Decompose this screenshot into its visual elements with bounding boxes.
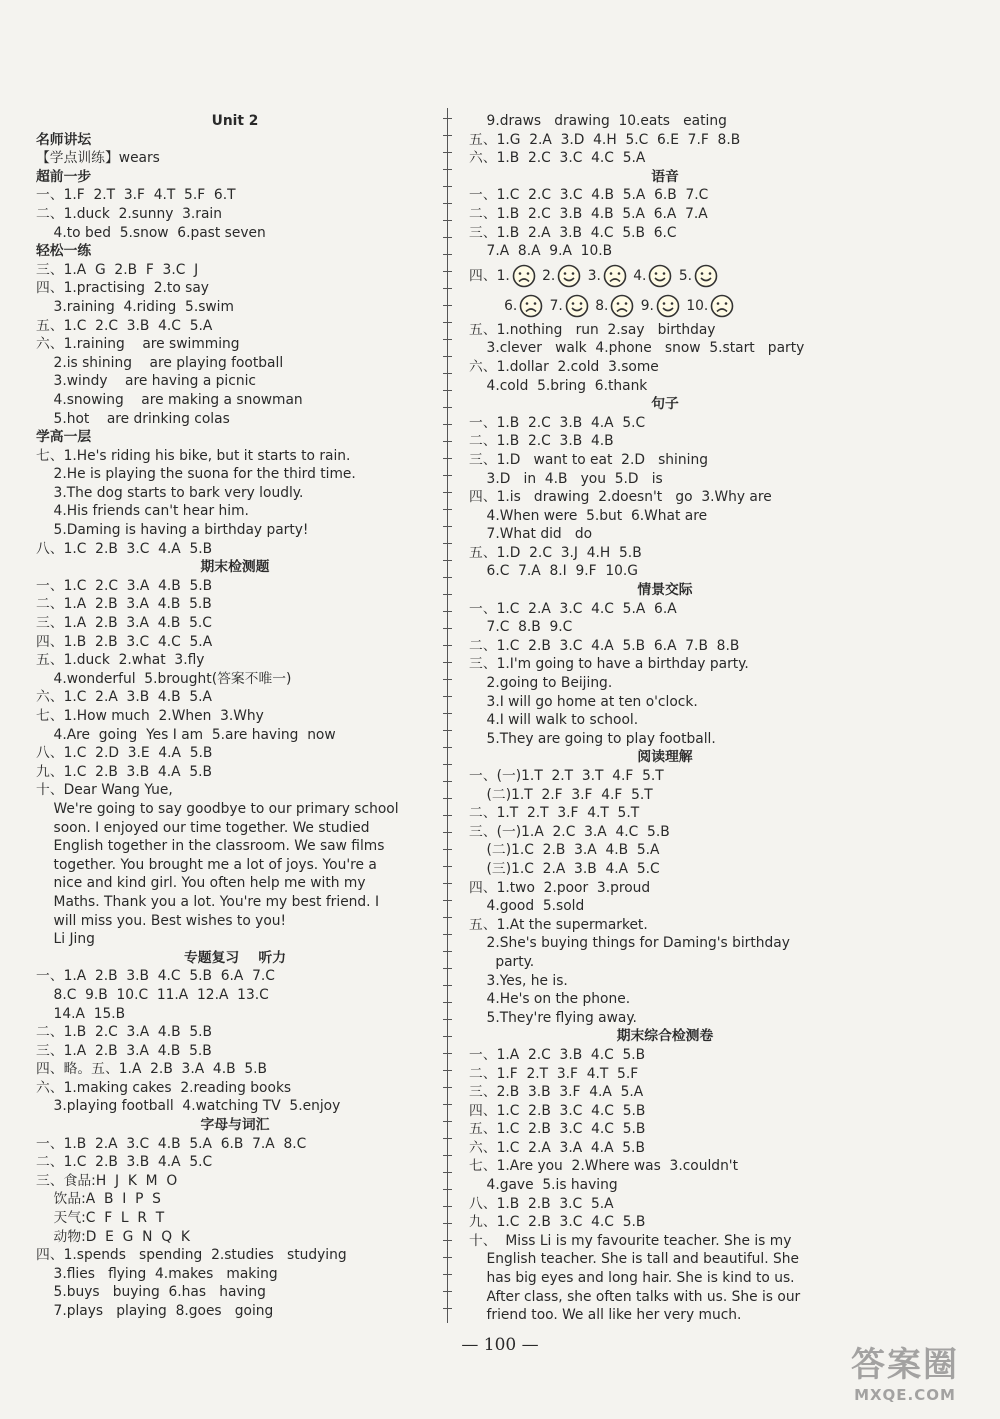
answer-line: 2.is shining are playing football — [36, 354, 284, 371]
divider-tick — [443, 458, 452, 459]
answer-line: 十、Dear Wang Yue, — [36, 782, 173, 799]
divider-tick — [443, 849, 452, 850]
answer-line: 九、1.C 2.B 3.C 4.C 5.B — [469, 1214, 646, 1231]
answer-line: 4.cold 5.bring 6.thank — [469, 377, 648, 394]
happy-face-icon — [694, 264, 718, 288]
answer-line: 3.D in 4.B you 5.D is — [469, 470, 663, 487]
face-item-number: 8. — [590, 297, 609, 314]
answer-line: 9.draws drawing 10.eats eating — [469, 113, 727, 129]
divider-tick — [443, 900, 452, 901]
answer-line: 一、1.A 2.C 3.B 4.C 5.B — [469, 1046, 646, 1063]
section-heading: 字母与词汇 — [200, 1117, 270, 1134]
divider-tick — [443, 1019, 452, 1020]
answer-line: 4.wonderful 5.brought(答案不唯一) — [36, 670, 292, 687]
answer-line: 六、1.C 2.A 3.A 4.A 5.B — [469, 1139, 645, 1156]
answer-line: 二、1.F 2.T 3.F 4.T 5.F — [469, 1065, 639, 1082]
face-item-number: 5. — [674, 267, 693, 284]
answer-line: 一、1.B 2.C 3.B 4.A 5.C — [469, 414, 646, 431]
happy-face-icon — [656, 294, 680, 318]
answer-line: 饮品:A B I P S — [36, 1191, 161, 1208]
answer-line: 4.When were 5.but 6.What are — [469, 507, 708, 524]
divider-tick — [443, 203, 452, 204]
answer-line: 5.hot are drinking colas — [36, 410, 230, 427]
answer-line: 5.Daming is having a birthday party! — [36, 522, 309, 539]
divider-tick — [443, 696, 452, 697]
divider-tick — [443, 322, 452, 323]
right-bottom-block — [469, 321, 861, 1325]
divider-tick — [443, 747, 452, 748]
section-heading: 情景交际 — [637, 582, 693, 599]
faces-row-2 — [469, 291, 861, 321]
answer-line: 七、1.How much 2.When 3.Why — [36, 708, 264, 724]
divider-tick — [443, 288, 452, 289]
answer-line: 五、1.At the supermarket. — [469, 916, 648, 933]
answer-line: 3.The dog starts to bark very loudly. — [36, 484, 304, 501]
answer-line: 五、1.duck 2.what 3.fly — [36, 652, 205, 669]
divider-tick — [443, 373, 452, 374]
answer-line: (二)1.C 2.B 3.A 4.B 5.A — [469, 842, 660, 859]
sad-face-icon — [710, 294, 734, 318]
divider-tick — [443, 1172, 452, 1173]
sad-face-icon — [512, 264, 536, 288]
answer-line: 4.He's on the phone. — [469, 991, 631, 1008]
section-heading: 专题复习 听力 — [184, 949, 286, 966]
divider-tick — [443, 509, 452, 510]
watermark-title: 答案圈 — [851, 1345, 959, 1385]
answer-line: 8.C 9.B 10.C 11.A 12.A 13.C — [36, 986, 269, 1003]
answer-line: 7.plays playing 8.goes going — [36, 1303, 274, 1319]
divider-tick — [443, 118, 452, 119]
answer-line: 五、1.D 2.C 3.J 4.H 5.B — [469, 544, 642, 561]
answer-line: 4.Are going Yes I am 5.are having now — [36, 726, 336, 743]
answer-line: 3.playing football 4.watching TV 5.enjoy — [36, 1098, 341, 1115]
answer-line: 一、1.C 2.A 3.C 4.C 5.A 6.A — [469, 600, 677, 617]
divider-tick — [443, 305, 452, 306]
answer-line: 三、食品:H J K M O — [36, 1172, 178, 1189]
answer-line: 六、1.B 2.C 3.C 4.C 5.A — [469, 150, 646, 167]
divider-tick — [443, 271, 452, 272]
answer-line: 2.going to Beijing. — [469, 675, 613, 692]
answer-line: 四、1.two 2.poor 3.proud — [469, 879, 651, 896]
answer-line: 一、1.C 2.C 3.C 4.B 5.A 6.B 7.C — [469, 187, 709, 204]
divider-tick — [443, 1070, 452, 1071]
answer-line: 四、1.practising 2.to say — [36, 280, 209, 297]
divider-tick — [443, 1104, 452, 1105]
divider-tick — [443, 934, 452, 935]
answer-line: party. — [469, 953, 535, 970]
divider-tick — [443, 1155, 452, 1156]
answer-line: 2.She's buying things for Daming's birthday — [469, 935, 790, 952]
answer-line: 4.gave 5.is having — [469, 1177, 618, 1194]
answer-line: 四、略。五、1.A 2.B 3.A 4.B 5.B — [36, 1061, 267, 1078]
answer-line: English teacher. She is tall and beautiful. She — [469, 1251, 800, 1268]
divider-tick — [443, 645, 452, 646]
answer-line: 5.They are going to play football. — [469, 730, 716, 747]
answer-line: 4.snowing are making a snowman — [36, 391, 303, 408]
divider-tick — [443, 390, 452, 391]
face-item-number: 3. — [583, 267, 601, 284]
watermark-logo — [830, 1337, 980, 1404]
answer-line: (三)1.C 2.A 3.B 4.A 5.C — [469, 860, 660, 877]
faces-prefix — [469, 298, 504, 314]
answer-line: 十、 Miss Li is my favourite teacher. She is my — [469, 1232, 792, 1249]
face-item-number: 1. — [496, 267, 510, 284]
subsection-heading: 学高一层 — [36, 429, 92, 446]
answer-line: 动物:D E G N Q K — [36, 1228, 190, 1245]
divider-tick — [443, 577, 452, 578]
answer-line: 四、1.is drawing 2.doesn't go 3.Why are — [469, 489, 772, 506]
divider-tick — [443, 356, 452, 357]
divider-tick — [443, 985, 452, 986]
answer-line: 二、1.T 2.T 3.F 4.T 5.T — [469, 805, 640, 822]
answer-line: 3.Yes, he is. — [469, 972, 568, 989]
answer-line: 三、1.D want to eat 2.D shining — [469, 451, 708, 468]
divider-tick — [443, 560, 452, 561]
left-column — [36, 112, 434, 1321]
answer-line: 二、1.C 2.B 3.B 4.A 5.C — [36, 1154, 213, 1171]
answer-line: 六、1.C 2.A 3.B 4.B 5.A — [36, 689, 212, 706]
divider-tick — [443, 781, 452, 782]
divider-tick — [443, 832, 452, 833]
answer-line: 二、1.A 2.B 3.A 4.B 5.B — [36, 596, 212, 613]
divider-tick — [443, 1189, 452, 1190]
divider-tick — [443, 1223, 452, 1224]
answer-line: 九、1.C 2.B 3.B 4.A 5.B — [36, 763, 212, 780]
answer-line: 天气:C F L R T — [36, 1210, 165, 1227]
answer-line: 二、1.C 2.B 3.C 4.A 5.B 6.A 7.B 8.B — [469, 637, 740, 654]
divider-tick — [443, 662, 452, 663]
divider-tick — [443, 475, 452, 476]
answer-line: 七、1.Are you 2.Where was 3.couldn't — [469, 1158, 739, 1175]
answer-line: 七、1.He's riding his bike, but it starts to rain. — [36, 447, 351, 464]
answer-line: 一、1.B 2.A 3.C 4.B 5.A 6.B 7.A 8.C — [36, 1135, 307, 1152]
right-column — [469, 112, 861, 1325]
answer-line: friend too. We all like her very much. — [469, 1307, 742, 1324]
answer-line: 二、1.B 2.C 3.B 4.B 5.A 6.A 7.A — [469, 205, 708, 222]
answer-line: 3.windy are having a picnic — [36, 373, 256, 390]
answer-line: 八、1.B 2.B 3.C 5.A — [469, 1195, 614, 1212]
divider-tick — [443, 730, 452, 731]
answer-line: 五、1.C 2.B 3.C 4.C 5.B — [469, 1121, 646, 1138]
answer-line: 四、1.C 2.B 3.C 4.C 5.B — [469, 1102, 646, 1119]
happy-face-icon — [565, 294, 589, 318]
divider-tick — [443, 441, 452, 442]
divider-tick — [443, 169, 452, 170]
divider-tick — [443, 815, 452, 816]
divider-tick — [443, 1206, 452, 1207]
answer-line: soon. I enjoyed our time together. We studied — [36, 819, 370, 836]
answer-line: 3.raining 4.riding 5.swim — [36, 298, 234, 315]
face-item-number: 6. — [504, 297, 518, 314]
divider-tick — [443, 951, 452, 952]
divider-tick — [443, 220, 452, 221]
answer-line: 二、1.duck 2.sunny 3.rain — [36, 205, 222, 222]
answer-line: 14.A 15.B — [36, 1005, 126, 1022]
answer-line: together. You brought me a lot of joys. You're a — [36, 856, 377, 873]
answer-line: 六、1.dollar 2.cold 3.some — [469, 358, 659, 375]
answer-line: 六、1.raining are swimming — [36, 336, 240, 353]
answer-line: After class, she often talks with us. She is our — [469, 1288, 801, 1305]
subsection-heading: 超前一步 — [36, 168, 92, 185]
section-heading: 语音 — [651, 168, 679, 185]
page-number: — 100 — — [461, 1335, 539, 1355]
divider-tick — [443, 1002, 452, 1003]
divider-tick — [443, 543, 452, 544]
divider-tick — [443, 1257, 452, 1258]
answer-line: 一、1.C 2.C 3.A 4.B 5.B — [36, 577, 213, 594]
answer-line: 4.good 5.sold — [469, 898, 585, 915]
answer-line: has big eyes and long hair. She is kind to us. — [469, 1270, 795, 1287]
divider-tick — [443, 186, 452, 187]
face-item-number: 2. — [537, 267, 556, 284]
divider-tick — [443, 594, 452, 595]
answer-line: 一、1.A 2.B 3.B 4.C 5.B 6.A 7.C — [36, 968, 275, 985]
answer-line: Maths. Thank you a lot. You're my best friend. I — [36, 893, 380, 910]
sad-face-icon — [610, 294, 634, 318]
answer-line: 4.to bed 5.snow 6.past seven — [36, 224, 266, 241]
answer-line: 五、1.C 2.C 3.B 4.C 5.A — [36, 317, 213, 334]
divider-tick — [443, 407, 452, 408]
answer-line: 4.His friends can't hear him. — [36, 503, 249, 520]
column-divider — [447, 108, 448, 1323]
divider-tick — [443, 1240, 452, 1241]
answer-line: 2.He is playing the suona for the third time. — [36, 466, 356, 483]
answer-line: We're going to say goodbye to our primary school — [36, 800, 399, 817]
divider-tick — [443, 152, 452, 153]
sad-face-icon — [519, 294, 543, 318]
divider-tick — [443, 917, 452, 918]
divider-tick — [443, 713, 452, 714]
face-item-number: 7. — [545, 297, 563, 314]
answer-line: 三、1.I'm going to have a birthday party. — [469, 656, 749, 673]
right-top-block — [469, 112, 861, 261]
happy-face-icon — [648, 264, 672, 288]
answer-line: 7.What did do — [469, 526, 593, 543]
divider-tick — [443, 424, 452, 425]
section-heading: 期末检测题 — [200, 559, 270, 576]
answer-line: 三、(一)1.A 2.C 3.A 4.C 5.B — [469, 823, 670, 840]
faces-row-1 — [469, 261, 861, 291]
divider-tick — [443, 628, 452, 629]
divider-tick — [443, 679, 452, 680]
happy-face-icon — [557, 264, 581, 288]
divider-tick — [443, 1274, 452, 1275]
divider-tick — [443, 237, 452, 238]
answer-line: 三、1.A 2.B 3.A 4.B 5.C — [36, 615, 212, 632]
answer-line: 三、1.B 2.A 3.B 4.C 5.B 6.C — [469, 224, 677, 241]
answer-line: 一、1.F 2.T 3.F 4.T 5.F 6.T — [36, 187, 236, 204]
section-heading: 阅读理解 — [637, 749, 693, 766]
answer-line: 3.clever walk 4.phone snow 5.start party — [469, 340, 805, 357]
answer-line: Li Jing — [36, 931, 95, 948]
divider-tick — [443, 764, 452, 765]
answer-line: 二、1.B 2.C 3.B 4.B — [469, 433, 614, 450]
divider-tick — [443, 1053, 452, 1054]
answer-line: 【学点训练】wears — [36, 150, 160, 167]
face-item-number: 4. — [628, 267, 647, 284]
divider-tick — [443, 968, 452, 969]
answer-line: 7.C 8.B 9.C — [469, 619, 573, 636]
answer-line: 三、1.A G 2.B F 3.C J — [36, 261, 199, 278]
watermark-url: MXQE.COM — [854, 1386, 956, 1404]
divider-tick — [443, 866, 452, 867]
answer-line: nice and kind girl. You often help me with my — [36, 875, 366, 892]
divider-tick — [443, 526, 452, 527]
section-heading: Unit 2 — [211, 113, 259, 129]
answer-line: 7.A 8.A 9.A 10.B — [469, 243, 613, 260]
answer-line: 3.I will go home at ten o'clock. — [469, 693, 698, 710]
divider-tick — [443, 254, 452, 255]
divider-tick — [443, 339, 452, 340]
answer-line: 5.buys buying 6.has having — [36, 1284, 266, 1301]
divider-tick — [443, 611, 452, 612]
divider-tick — [443, 1036, 452, 1037]
answer-line: 五、1.nothing run 2.say birthday — [469, 321, 716, 338]
sad-face-icon — [603, 264, 627, 288]
answer-line: will miss you. Best wishes to you! — [36, 912, 287, 929]
answer-line: 4.I will walk to school. — [469, 712, 639, 729]
answer-line: English together in the classroom. We saw films — [36, 838, 385, 855]
answer-line: 六、1.making cakes 2.reading books — [36, 1079, 292, 1096]
section-heading: 期末综合检测卷 — [616, 1028, 714, 1045]
answer-line: 6.C 7.A 8.I 9.F 10.G — [469, 563, 638, 580]
divider-tick — [443, 798, 452, 799]
answer-line: 三、1.A 2.B 3.A 4.B 5.B — [36, 1042, 212, 1059]
divider-tick — [443, 1138, 452, 1139]
face-item-number: 10. — [681, 297, 709, 314]
face-item-number: 9. — [636, 297, 654, 314]
divider-tick — [443, 492, 452, 493]
divider-tick — [443, 1308, 452, 1309]
answer-line: 四、1.spends spending 2.studies studying — [36, 1247, 347, 1264]
answer-line: 3.flies flying 4.makes making — [36, 1265, 278, 1282]
divider-tick — [443, 1291, 452, 1292]
answer-line: 五、1.G 2.A 3.D 4.H 5.C 6.E 7.F 8.B — [469, 131, 741, 148]
divider-tick — [443, 135, 452, 136]
subsection-heading: 名师讲坛 — [36, 131, 92, 148]
answer-line: (二)1.T 2.F 3.F 4.F 5.T — [469, 786, 653, 803]
answer-line: 八、1.C 2.B 3.C 4.A 5.B — [36, 540, 213, 557]
answer-line: 5.They're flying away. — [469, 1009, 637, 1026]
faces-prefix: 四、 — [469, 267, 497, 284]
answer-line: 一、(一)1.T 2.T 3.T 4.F 5.T — [469, 768, 664, 784]
divider-tick — [443, 1087, 452, 1088]
answer-line: 八、1.C 2.D 3.E 4.A 5.B — [36, 745, 213, 762]
answer-line: 四、1.B 2.B 3.C 4.C 5.A — [36, 633, 213, 650]
divider-tick — [443, 883, 452, 884]
divider-tick — [443, 1121, 452, 1122]
answer-line: 三、2.B 3.B 3.F 4.A 5.A — [469, 1084, 644, 1101]
answer-line: 二、1.B 2.C 3.A 4.B 5.B — [36, 1024, 212, 1041]
section-heading: 句子 — [651, 396, 679, 413]
subsection-heading: 轻松一练 — [36, 243, 92, 260]
